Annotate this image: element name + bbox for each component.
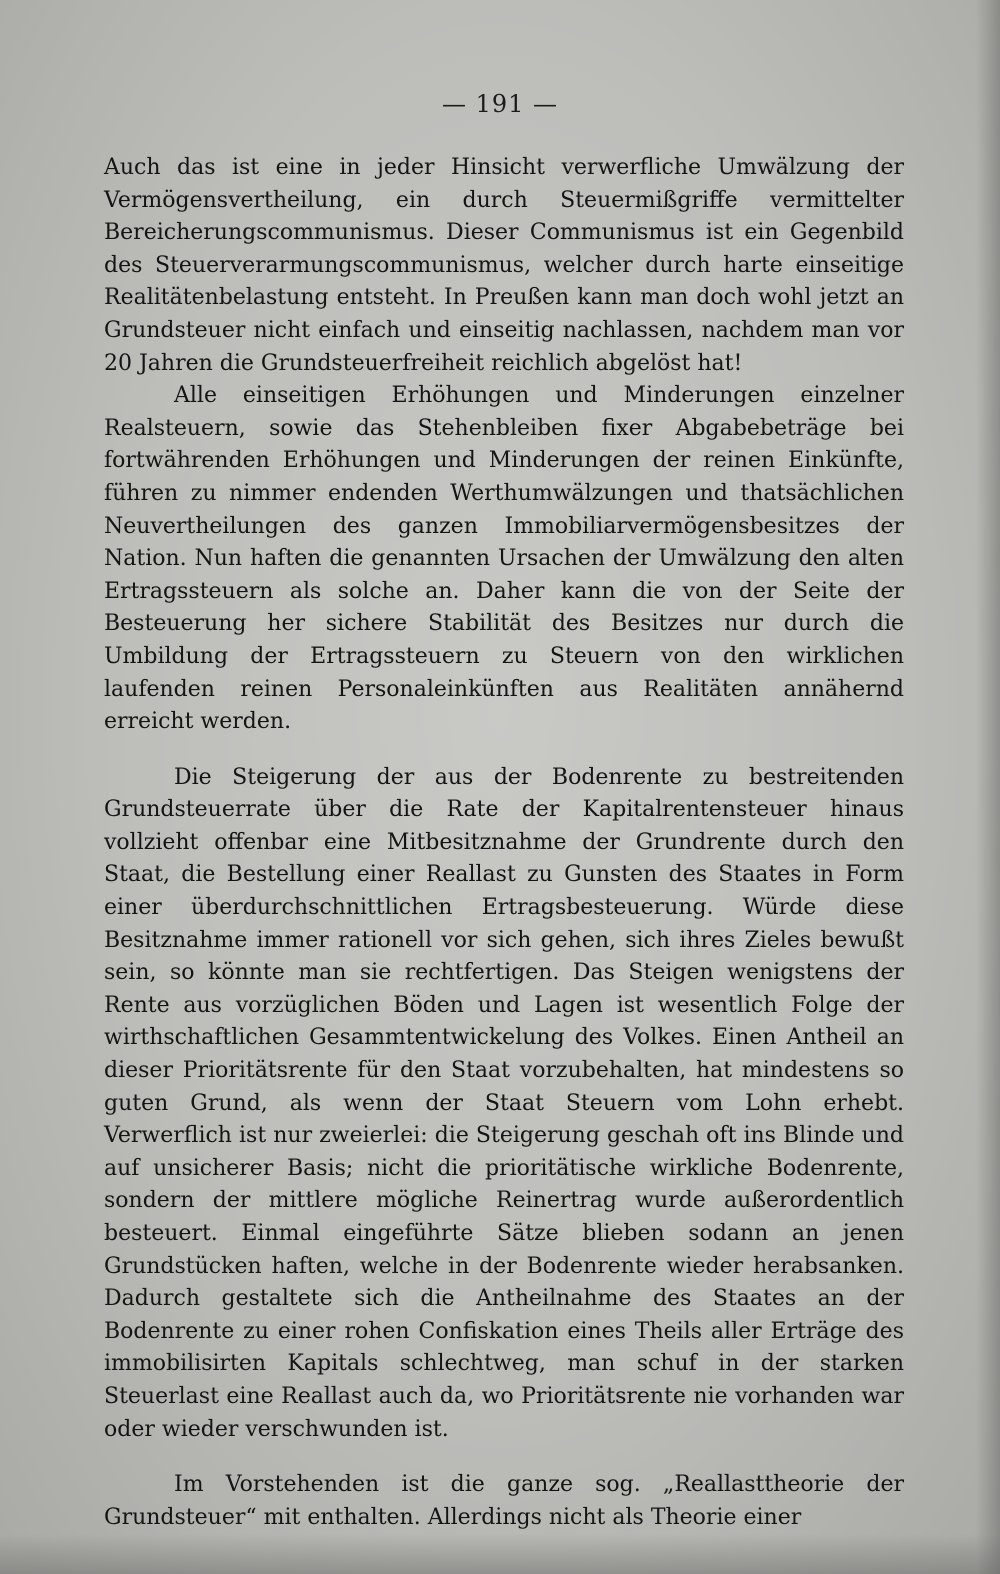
paragraph-1: Auch das ist eine in jeder Hinsicht verwerfliche Umwälzung der Vermögensvertheilung, ein durch Steuermißgriffe vermittelter Bereicherungscommunismus. Dieser Communismus ist ein Gegenbild des Steuerverarmungscommunismus, welcher durch harte einseitige Realitätenbelastung entsteht. In Preußen kann man doch wohl jetzt an Grundsteuer nicht einfach und einseitig nachlassen, nachdem man vor 20 Jahren die Grundsteuerfreiheit reichlich abgelöst hat!	[104, 155, 904, 376]
paragraph-3: Die Steigerung der aus der Bodenrente zu bestreitenden Grundsteuerrate über die Rate der Kapitalrentensteuer hinaus vollzieht offenbar eine Mitbesitznahme der Grundrente durch den Staat, die Bestellung einer Reallast zu Gunsten des Staates in Form einer überdurchschnittlichen Ertragsbesteuerung. Würde diese Besitznahme immer rationell vor sich gehen, sich ihres Zieles bewußt sein, so könnte man sie rechtfertigen. Das Steigen wenigstens der Rente aus vorzüglichen Böden und Lagen ist wesentlich Folge der wirthschaftlichen Gesammtentwickelung des Volkes. Einen Antheil an dieser Prioritätsrente für den Staat vorzubehalten, hat mindestens so guten Grund, als wenn der Staat Steuern vom Lohn erhebt. Verwerflich ist nur zweierlei: die Steigerung geschah oft ins Blinde und auf unsicherer Basis; nicht die prioritätische wirkliche Bodenrente, sondern der mittlere mögliche Reinertrag wurde außerordentlich besteuert. Einmal eingeführte Sätze blieben sodann an jenen Grundstücken haften, welche in der Bodenrente wieder herabsanken. Dadurch gestaltete sich die Antheilnahme des Staates an der Bodenrente zu einer rohen Confiskation eines Theils aller Erträge des immobilisirten Kapitals schlechtweg, man schuf in der starken Steuerlast eine Reallast auch da, wo Prioritätsrente nie vorhanden war oder wieder verschwunden ist.	[104, 764, 904, 1442]
paragraph-4: Im Vorstehenden ist die ganze sog. „Reallasttheorie der Grundsteuer“ mit enthalten. Allerdings nicht als Theorie einer	[104, 1472, 904, 1530]
page-edge-shadow-right	[976, 0, 1000, 1574]
paragraph-2: Alle einseitigen Erhöhungen und Minderungen einzelner Realsteuern, sowie das Stehenbleiben fixer Abgabebeträge bei fortwährenden Erhöhungen und Minderungen der reinen Einkünfte, führen zu nimmer endenden Werthumwälzungen und thatsächlichen Neuvertheilungen des ganzen Immobiliarvermögensbesitzes der Nation. Nun haften die genannten Ursachen der Umwälzung den alten Ertragssteuern als solche an. Daher kann die von der Seite der Besteuerung her sichere Stabilität des Besitzes nur durch die Umbildung der Ertragssteuern zu Steuern von den wirklichen laufenden reinen Personaleinkünften aus Realitäten annähernd erreicht werden.	[104, 383, 904, 735]
body-text	[104, 152, 904, 1534]
page-number: — 191 —	[441, 90, 559, 118]
page-edge-shadow-bottom	[0, 1534, 1000, 1574]
